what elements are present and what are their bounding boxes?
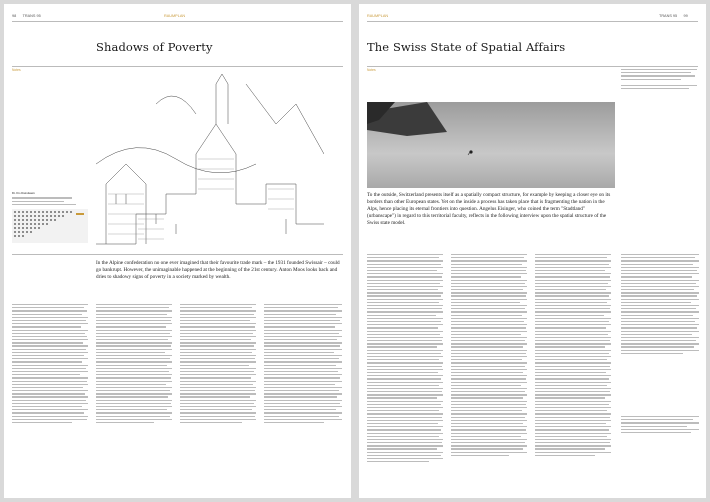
right-notes-label: Notes — [367, 68, 376, 72]
right-column-3 — [535, 254, 611, 458]
left-column-1 — [12, 304, 88, 425]
left-page — [4, 4, 351, 498]
photo-sky — [367, 102, 615, 188]
dot-grid-chart — [12, 209, 88, 243]
right-page-title: The Swiss State of Spatial Affairs — [367, 40, 566, 54]
right-page — [359, 4, 706, 498]
left-mid-rule — [12, 254, 343, 255]
left-notes-label: Notes — [12, 68, 21, 72]
sketch-illustration — [96, 64, 324, 254]
left-header-rule — [12, 21, 343, 22]
left-column-4 — [264, 304, 342, 425]
right-folio: TRANS 95 99 — [659, 14, 688, 18]
left-column-2 — [96, 304, 172, 425]
right-notes — [621, 69, 699, 91]
right-header-rule — [367, 21, 698, 22]
left-page-title: Shadows of Poverty — [96, 40, 213, 54]
right-title-rule — [367, 66, 698, 67]
right-column-4 — [621, 254, 699, 435]
left-sidebar — [12, 192, 88, 207]
left-folio: 98 TRANS 95 — [12, 14, 41, 18]
right-column-1 — [367, 254, 443, 464]
right-section-label: RAUMPLAN — [367, 14, 389, 18]
left-lead-text: In the Alpine confederation no one ever imagined that their favourite trade mark – the 1931 founded Swissair – could go bankrupt. However, the unimaginable happened at the beginning of the 21st century. Anton Moos looks back and dries to shadowy signs of poverty in a society marked by wealth. — [96, 260, 340, 280]
left-column-3 — [180, 304, 256, 425]
right-lead-text: To the outside, Switzerland presents itself as a spatially compact structure, for example by keeping a closer eye on its borders than other European states. Yet on the inside a process has taken place that is fragmenting the nation in the Alps, hence placing its eternal frontiers into question. Angelus Eisinger, who coined the term "Stadtland" (urbanscape") in regard to this territorial faculty, reflects in the following interview upon the spatial structure of the Swiss state model. — [367, 192, 611, 226]
right-column-2 — [451, 254, 527, 458]
left-section-label: RAUMPLAN — [164, 14, 186, 18]
author-label: Dr. Urs Kreisbaum — [12, 192, 35, 195]
